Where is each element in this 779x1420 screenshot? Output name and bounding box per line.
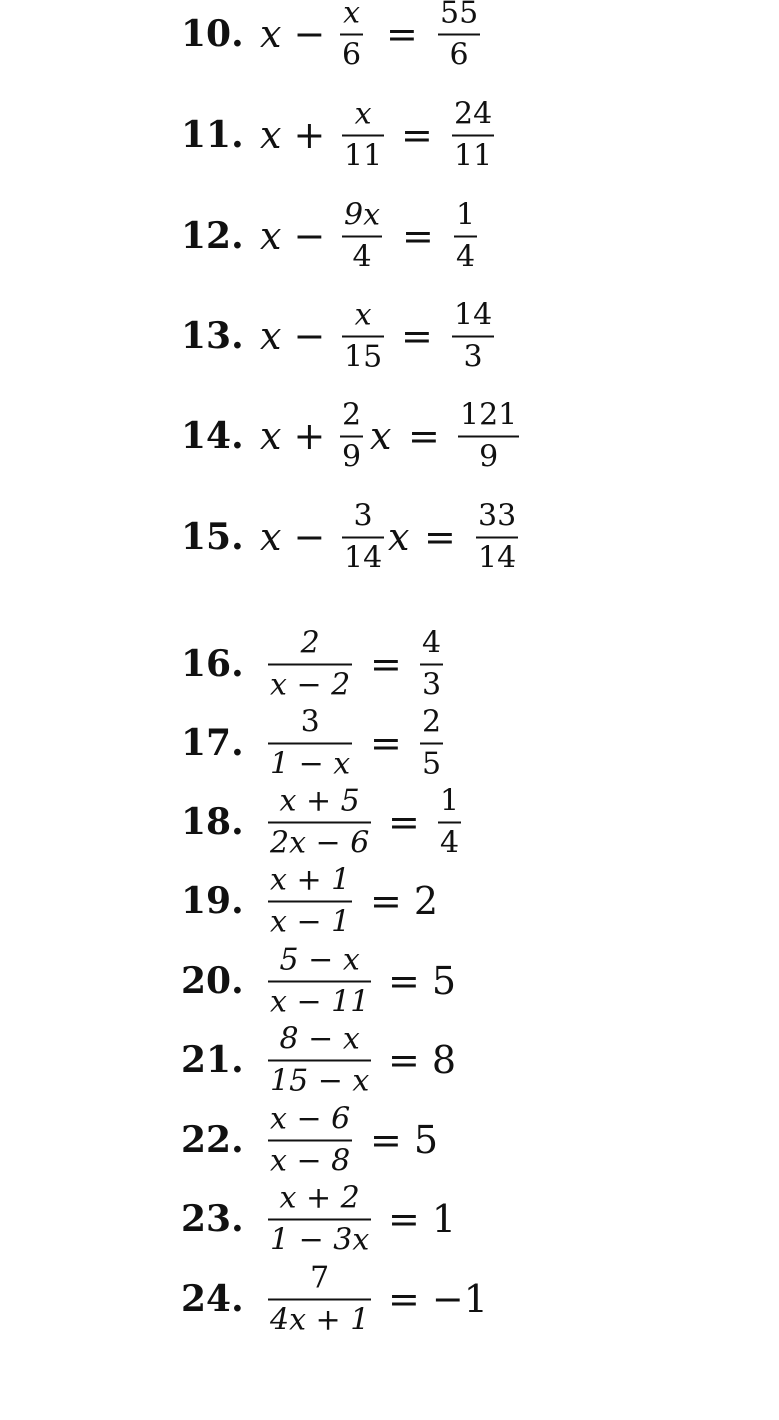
problem-number: 12. bbox=[181, 215, 244, 257]
numerator: 121 bbox=[460, 397, 518, 433]
rhs-fraction bbox=[454, 199, 477, 274]
denominator: x − 11 bbox=[270, 984, 370, 1020]
rhs-value: = 5 bbox=[388, 959, 457, 1003]
numerator: 3 bbox=[300, 704, 320, 740]
fraction-bar bbox=[340, 34, 363, 36]
rhs-value: = 8 bbox=[388, 1038, 457, 1082]
fraction-bar bbox=[268, 901, 352, 903]
equals-sign: = bbox=[370, 721, 402, 765]
equals-sign: = bbox=[424, 515, 456, 559]
problem-number: 20. bbox=[181, 960, 244, 1002]
lhs-fraction bbox=[268, 1182, 371, 1257]
numerator: x bbox=[354, 96, 372, 132]
fraction-bar bbox=[342, 236, 382, 238]
numerator: 55 bbox=[440, 0, 479, 31]
denominator: 15 bbox=[344, 339, 383, 375]
lhs-fraction bbox=[342, 500, 384, 575]
denominator: 4 bbox=[456, 239, 476, 275]
rhs-fraction bbox=[452, 299, 494, 374]
fraction-bar bbox=[342, 336, 384, 338]
lhs-fraction bbox=[268, 944, 371, 1019]
denominator: x − 8 bbox=[270, 1143, 351, 1179]
denominator: 6 bbox=[449, 37, 469, 73]
lhs-fraction bbox=[342, 199, 382, 274]
problem-number: 23. bbox=[181, 1198, 244, 1240]
fraction-bar bbox=[454, 236, 477, 238]
fraction-bar bbox=[452, 135, 494, 137]
rhs-value: = 5 bbox=[370, 1118, 439, 1162]
lhs-term: x + bbox=[260, 113, 326, 157]
denominator: 11 bbox=[454, 138, 493, 174]
rhs-fraction bbox=[458, 399, 519, 474]
problem-number: 22. bbox=[181, 1119, 244, 1161]
fraction-bar bbox=[268, 664, 352, 666]
denominator: 3 bbox=[422, 667, 442, 703]
numerator: 1 bbox=[456, 197, 476, 233]
fraction-bar bbox=[438, 34, 480, 36]
denominator: x − 2 bbox=[270, 667, 351, 703]
denominator: 4x + 1 bbox=[270, 1302, 370, 1338]
rhs-fraction bbox=[438, 0, 480, 72]
lhs-term: x − bbox=[260, 515, 326, 559]
fraction-bar bbox=[268, 822, 371, 824]
equals-sign: = bbox=[401, 314, 433, 358]
denominator: x − 1 bbox=[270, 904, 351, 940]
denominator: 15 − x bbox=[270, 1063, 370, 1099]
fraction-bar bbox=[268, 1140, 352, 1142]
fraction-bar bbox=[268, 1060, 371, 1062]
lhs-fraction bbox=[340, 399, 363, 474]
lhs-term: x − bbox=[260, 12, 326, 56]
numerator: 24 bbox=[454, 96, 493, 132]
numerator: 9x bbox=[344, 197, 381, 233]
numerator: 33 bbox=[478, 498, 517, 534]
fraction-bar bbox=[420, 664, 443, 666]
numerator: 1 bbox=[440, 783, 460, 819]
numerator: x + 1 bbox=[270, 862, 351, 898]
denominator: 3 bbox=[463, 339, 483, 375]
equals-sign: = bbox=[408, 414, 440, 458]
problem-number: 13. bbox=[181, 315, 244, 357]
denominator: 1 − 3x bbox=[270, 1222, 370, 1258]
problem-number: 15. bbox=[181, 516, 244, 558]
problem-number: 21. bbox=[181, 1039, 244, 1081]
lhs-fraction bbox=[342, 98, 384, 173]
lhs-term: x − bbox=[260, 214, 326, 258]
rhs-fraction bbox=[476, 500, 518, 575]
denominator: 14 bbox=[478, 540, 517, 576]
equals-sign: = bbox=[386, 12, 418, 56]
numerator: x + 5 bbox=[279, 783, 360, 819]
denominator: 2x − 6 bbox=[270, 825, 370, 861]
fraction-bar bbox=[268, 981, 371, 983]
fraction-bar bbox=[340, 436, 363, 438]
rhs-value: = −1 bbox=[388, 1277, 488, 1321]
lhs-fraction bbox=[268, 627, 352, 702]
numerator: 2 bbox=[342, 397, 362, 433]
denominator: 6 bbox=[342, 37, 362, 73]
numerator: 4 bbox=[422, 625, 442, 661]
lhs-fraction bbox=[268, 1103, 352, 1178]
fraction-bar bbox=[458, 436, 519, 438]
rhs-fraction bbox=[420, 706, 443, 781]
numerator: x bbox=[354, 297, 372, 333]
equals-sign: = bbox=[401, 113, 433, 157]
lhs-variable: x bbox=[370, 414, 392, 458]
fraction-bar bbox=[420, 743, 443, 745]
lhs-term: x − bbox=[260, 314, 326, 358]
numerator: x bbox=[343, 0, 360, 31]
fraction-bar bbox=[342, 537, 384, 539]
denominator: 5 bbox=[422, 746, 442, 782]
numerator: x − 6 bbox=[270, 1101, 351, 1137]
problem-number: 24. bbox=[181, 1278, 244, 1320]
denominator: 1 − x bbox=[270, 746, 351, 782]
lhs-fraction bbox=[268, 1023, 371, 1098]
lhs-fraction bbox=[342, 299, 384, 374]
fraction-bar bbox=[476, 537, 518, 539]
lhs-fraction bbox=[268, 785, 371, 860]
numerator: 2 bbox=[300, 625, 320, 661]
denominator: 4 bbox=[352, 239, 372, 275]
numerator: 2 bbox=[422, 704, 442, 740]
fraction-bar bbox=[268, 1219, 371, 1221]
problem-number: 16. bbox=[181, 643, 244, 685]
numerator: x + 2 bbox=[279, 1180, 360, 1216]
numerator: 3 bbox=[353, 498, 373, 534]
problem-number: 11. bbox=[181, 114, 244, 156]
denominator: 14 bbox=[344, 540, 383, 576]
problem-number: 10. bbox=[181, 13, 244, 55]
rhs-value: = 2 bbox=[370, 879, 439, 923]
equals-sign: = bbox=[370, 642, 402, 686]
rhs-fraction bbox=[452, 98, 494, 173]
lhs-fraction bbox=[268, 864, 352, 939]
equals-sign: = bbox=[402, 214, 434, 258]
lhs-fraction bbox=[340, 0, 363, 72]
lhs-variable: x bbox=[388, 515, 410, 559]
problem-number: 19. bbox=[181, 880, 244, 922]
lhs-term: x + bbox=[260, 414, 326, 458]
equals-sign: = bbox=[388, 800, 420, 844]
numerator: 5 − x bbox=[279, 942, 360, 978]
denominator: 9 bbox=[342, 439, 362, 475]
lhs-fraction bbox=[268, 706, 352, 781]
rhs-value: = 1 bbox=[388, 1197, 457, 1241]
fraction-bar bbox=[452, 336, 494, 338]
fraction-bar bbox=[438, 822, 461, 824]
numerator: 14 bbox=[454, 297, 493, 333]
rhs-fraction bbox=[420, 627, 443, 702]
problem-number: 18. bbox=[181, 801, 244, 843]
fraction-bar bbox=[342, 135, 384, 137]
problem-number: 14. bbox=[181, 415, 244, 457]
numerator: 7 bbox=[310, 1260, 330, 1296]
rhs-fraction bbox=[438, 785, 461, 860]
fraction-bar bbox=[268, 743, 352, 745]
denominator: 9 bbox=[479, 439, 499, 475]
denominator: 4 bbox=[440, 825, 460, 861]
numerator: 8 − x bbox=[279, 1021, 360, 1057]
denominator: 11 bbox=[344, 138, 383, 174]
fraction-bar bbox=[268, 1299, 371, 1301]
lhs-fraction bbox=[268, 1262, 371, 1337]
problem-number: 17. bbox=[181, 722, 244, 764]
